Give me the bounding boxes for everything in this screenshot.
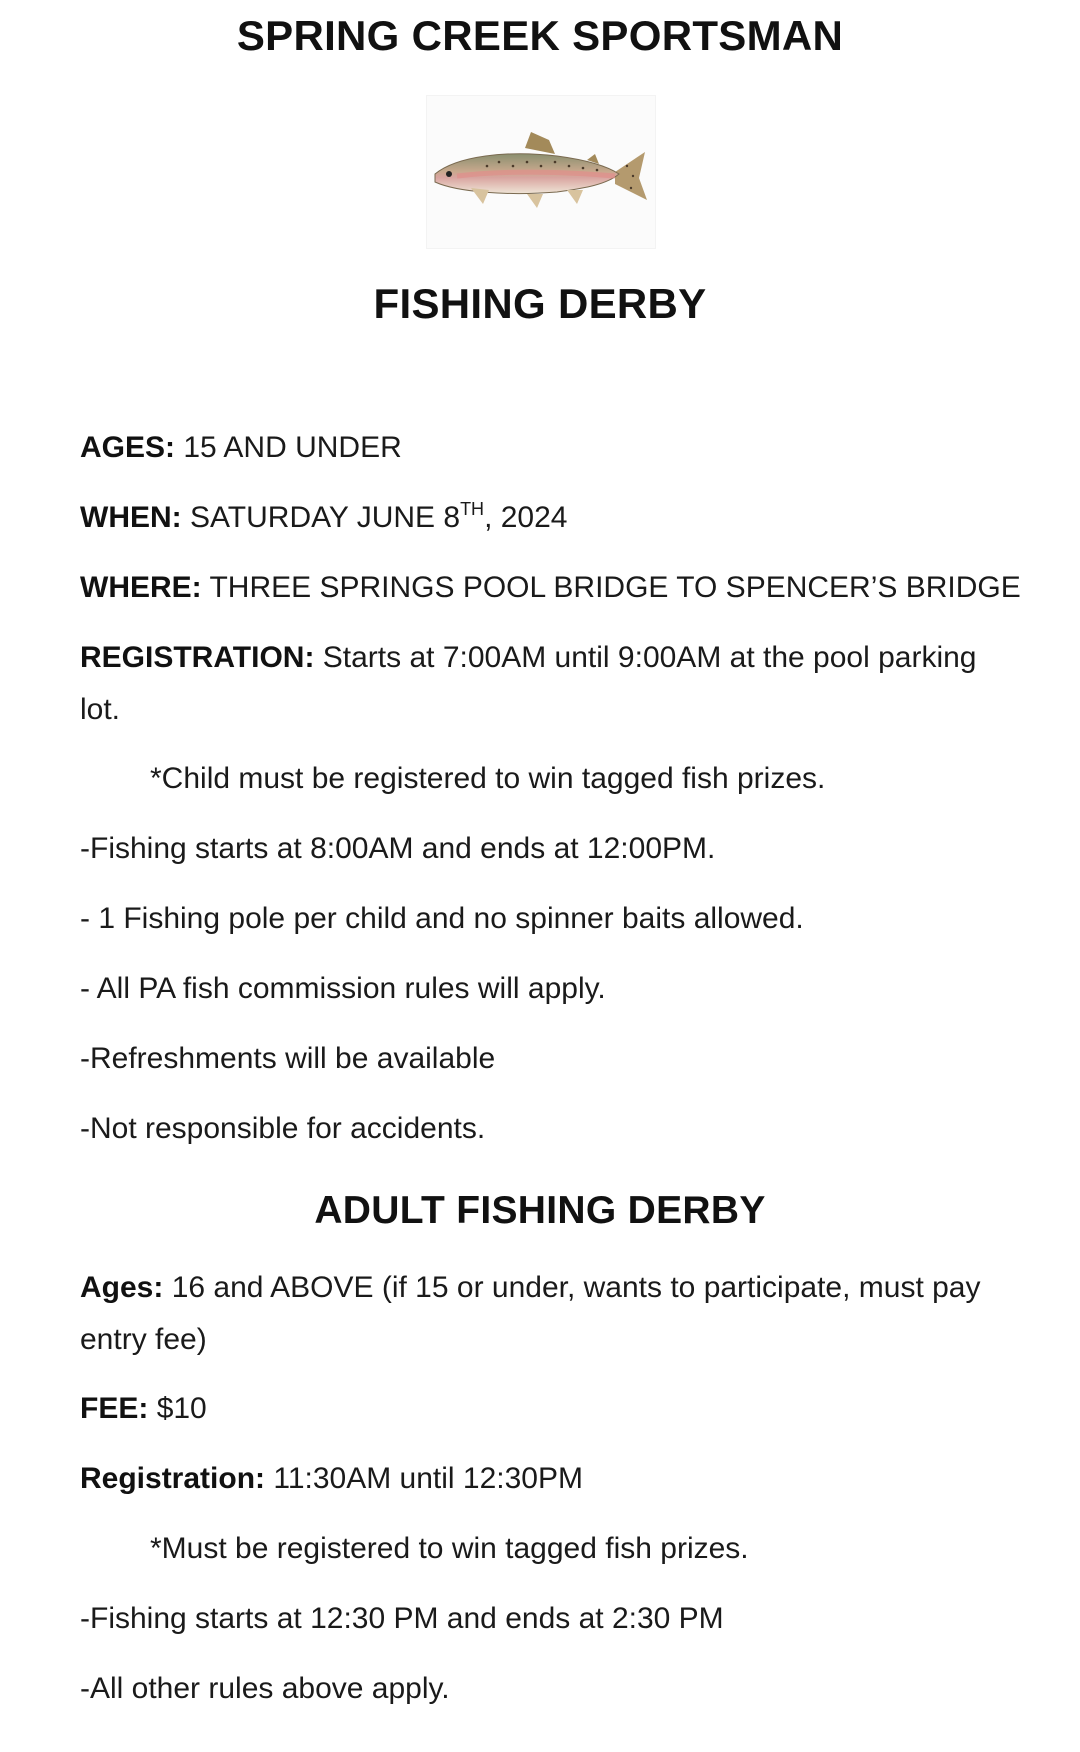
registration-value: Starts at 7:00AM until 9:00AM at the pool parking lot. bbox=[80, 641, 977, 726]
kids-note: *Child must be registered to win tagged fish prizes. bbox=[150, 762, 826, 795]
where-row bbox=[80, 562, 1021, 614]
when-value: SATURDAY JUNE 8TH, 2024 bbox=[190, 499, 568, 534]
adult-rule-1: -Fishing starts at 12:30 PM and ends at 2:30 PM bbox=[80, 1602, 724, 1635]
fee-label: FEE: bbox=[80, 1392, 149, 1425]
fee-value: $10 bbox=[156, 1392, 207, 1425]
when-label: WHEN: bbox=[80, 501, 182, 534]
adult-ages-row bbox=[80, 1262, 1020, 1366]
adult-note: *Must be registered to win tagged fish prizes. bbox=[150, 1532, 749, 1565]
where-value: THREE SPRINGS POOL BRIDGE TO SPENCER’S BRIDGE bbox=[209, 571, 1021, 604]
adult-registration-label: Registration: bbox=[80, 1462, 266, 1495]
where-label: WHERE: bbox=[80, 571, 202, 604]
registration-row bbox=[80, 632, 1020, 736]
ages-value: 15 AND UNDER bbox=[183, 431, 402, 464]
event-title: FISHING DERBY bbox=[373, 280, 707, 327]
adult-ages-value: 16 and ABOVE (if 15 or under, wants to participate, must pay entry fee) bbox=[80, 1271, 981, 1356]
adult-ages-label: Ages: bbox=[80, 1271, 164, 1304]
fish-image bbox=[426, 95, 656, 249]
when-row bbox=[80, 492, 567, 544]
adult-registration-row bbox=[80, 1453, 583, 1505]
kids-rule-4: -Refreshments will be available bbox=[80, 1042, 496, 1075]
club-title: SPRING CREEK SPORTSMAN bbox=[236, 12, 844, 59]
registration-label: REGISTRATION: bbox=[80, 641, 315, 674]
adult-title: ADULT FISHING DERBY bbox=[314, 1189, 766, 1232]
ages-row bbox=[80, 422, 402, 474]
trout-icon bbox=[427, 96, 655, 248]
adult-registration-value: 11:30AM until 12:30PM bbox=[273, 1462, 583, 1495]
ages-label: AGES: bbox=[80, 431, 176, 464]
adult-rule-2: -All other rules above apply. bbox=[80, 1672, 450, 1705]
kids-rule-1: -Fishing starts at 8:00AM and ends at 12:00PM. bbox=[80, 832, 716, 865]
fee-row bbox=[80, 1383, 207, 1435]
kids-rule-3: - All PA fish commission rules will apply. bbox=[80, 972, 606, 1005]
kids-rule-2: - 1 Fishing pole per child and no spinner baits allowed. bbox=[80, 902, 804, 935]
kids-rule-5: -Not responsible for accidents. bbox=[80, 1112, 486, 1145]
